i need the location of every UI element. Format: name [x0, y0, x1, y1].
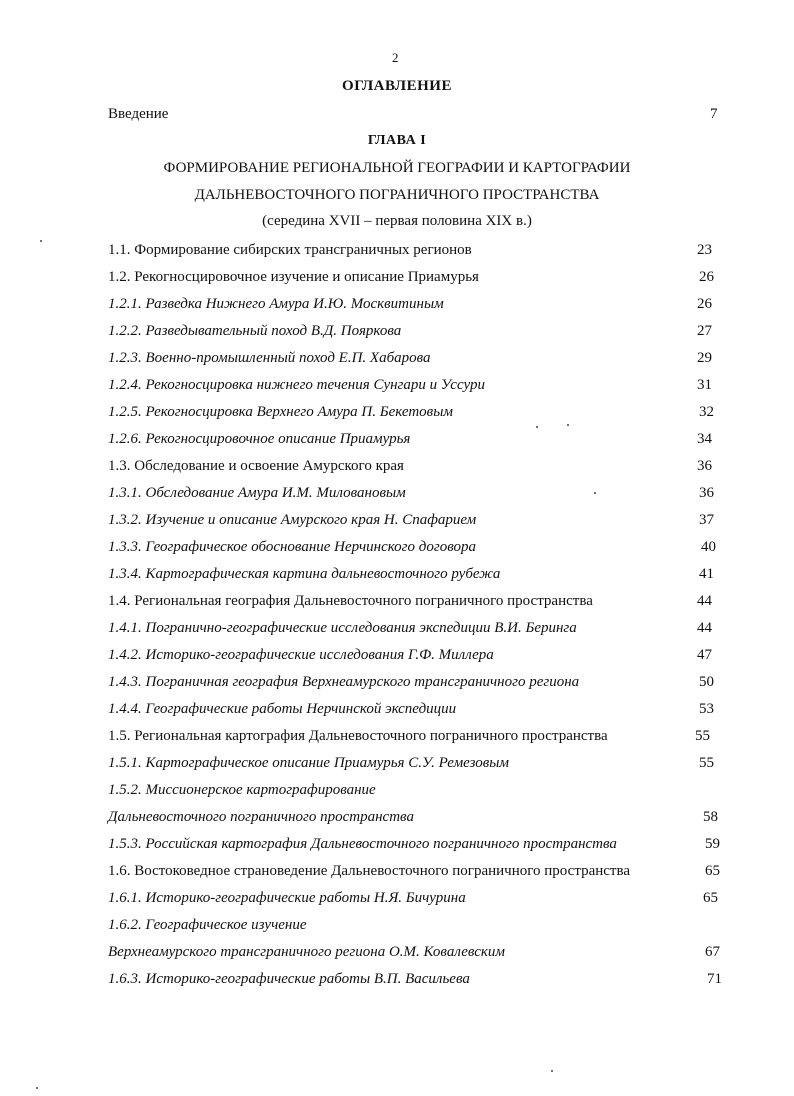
toc-entry-text: 1.3. Обследование и освоение Амурского края [108, 458, 404, 474]
toc-entry-text: 1.5. Региональная картография Дальневосточного пограничного пространства [108, 728, 608, 744]
toc-entry-text: 1.6. Востоковедное страноведение Дальневосточного пограничного пространства [108, 863, 631, 879]
toc-entry [108, 512, 714, 529]
toc-entry-text: 1.3.3. Географическое обоснование Нерчинского договора [108, 539, 477, 555]
toc-entry-text: 1.5.1. Картографическое описание Приамурья С.У. Ремезовым [108, 755, 509, 771]
chapter-title-line1: ФОРМИРОВАНИЕ РЕГИОНАЛЬНОЙ ГЕОГРАФИИ И КАРТОГРАФИИ [163, 160, 631, 176]
toc-entry [108, 620, 712, 637]
chapter-period: (середина XVII – первая половина XIX в.) [262, 213, 532, 229]
toc-entry-text: 1.3.1. Обследование Амура И.М. Миловановым [108, 485, 406, 501]
toc-entry [108, 539, 716, 556]
toc-entry-page: 27 [697, 323, 712, 339]
scan-speck [567, 424, 569, 426]
toc-entry [108, 917, 307, 934]
chapter-label: ГЛАВА I [367, 133, 427, 148]
toc-heading: ОГЛАВЛЕНИЕ [342, 78, 452, 94]
toc-entry-page: 31 [697, 377, 712, 393]
scan-speck [36, 1087, 38, 1089]
toc-entry-page: 58 [703, 809, 718, 825]
toc-entry-page: 40 [701, 539, 716, 555]
toc-entry [108, 701, 714, 718]
toc-entry-page: 36 [699, 485, 714, 501]
toc-entry-text: 1.3.4. Картографическая картина дальневосточного рубежа [108, 566, 501, 582]
toc-entry-page: 26 [697, 296, 712, 312]
scan-speck [40, 240, 42, 242]
toc-entry-page: 65 [705, 863, 720, 879]
toc-entry-page: 65 [703, 890, 718, 906]
toc-entry-page: 37 [699, 512, 714, 528]
toc-entry-text: 1.2.3. Военно-промышленный поход Е.П. Хабарова [108, 350, 431, 366]
toc-entry [108, 485, 714, 502]
toc-entry-page: 26 [699, 269, 714, 285]
toc-entry-text: 1.2. Рекогносцировочное изучение и описание Приамурья [108, 269, 479, 285]
toc-entry-page: 59 [705, 836, 720, 852]
toc-entry-page: 41 [699, 566, 714, 582]
toc-entry-page: 34 [697, 431, 712, 447]
intro-label: Введение [108, 106, 169, 122]
toc-entry [108, 296, 712, 313]
toc-entry-text: 1.2.5. Рекогносцировка Верхнего Амура П. Бекетовым [108, 404, 453, 420]
toc-entry-page: 67 [705, 944, 720, 960]
toc-entry-text: 1.5.2. Миссионерское картографирование [108, 782, 376, 798]
toc-entry-page: 36 [697, 458, 712, 474]
toc-entry [108, 782, 376, 799]
toc-entry-page: 23 [697, 242, 712, 258]
intro-page: 7 [710, 106, 718, 122]
toc-entry-page: 32 [699, 404, 714, 420]
toc-entry [108, 836, 720, 853]
toc-entry-page: 71 [707, 971, 722, 987]
scan-speck [536, 426, 538, 428]
toc-entry-text: 1.6.2. Географическое изучение [108, 917, 307, 933]
toc-entry-text: 1.2.2. Разведывательный поход В.Д. Пояркова [108, 323, 402, 339]
toc-entry-text: 1.4.4. Географические работы Нерчинской экспедиции [108, 701, 457, 717]
toc-entry [108, 728, 710, 745]
scan-speck [551, 1070, 553, 1072]
toc-entry [108, 566, 714, 583]
toc-entry-text: Дальневосточного пограничного пространства [108, 809, 414, 825]
toc-entry-text: Верхнеамурского трансграничного региона О.М. Ковалевским [108, 944, 505, 960]
toc-entry-page: 50 [699, 674, 714, 690]
toc-entry [108, 971, 722, 988]
toc-entry-text: 1.2.1. Разведка Нижнего Амура И.Ю. Москвитиным [108, 296, 444, 312]
toc-entry [108, 350, 712, 367]
toc-entry-page: 55 [695, 728, 710, 744]
toc-entry-text: 1.4.2. Историко-географические исследования Г.Ф. Миллера [108, 647, 494, 663]
toc-entry-page: 55 [699, 755, 714, 771]
toc-entry [108, 269, 714, 286]
toc-entry [108, 242, 712, 259]
toc-entry [108, 593, 712, 610]
toc-entry [108, 809, 718, 826]
toc-entry [108, 404, 714, 421]
toc-entry-text: 1.3.2. Изучение и описание Амурского края Н. Спафарием [108, 512, 477, 528]
scan-speck [594, 492, 596, 494]
toc-entry-page: 53 [699, 701, 714, 717]
toc-entry [108, 755, 714, 772]
toc-entry [108, 944, 720, 961]
toc-entry-text: 1.4.1. Погранично-географические исследования экспедиции В.И. Беринга [108, 620, 577, 636]
toc-entry [108, 674, 714, 691]
toc-entry [108, 890, 718, 907]
toc-entry-text: 1.1. Формирование сибирских трансграничных регионов [108, 242, 472, 258]
toc-entry-text: 1.6.3. Историко-географические работы В.П. Васильева [108, 971, 470, 987]
toc-entry-text: 1.6.1. Историко-географические работы Н.Я. Бичурина [108, 890, 466, 906]
page-number: 2 [392, 50, 399, 65]
toc-entry-text: 1.4. Региональная география Дальневосточного пограничного пространства [108, 593, 593, 609]
toc-entry-text: 1.5.3. Российская картография Дальневосточного пограничного пространства [108, 836, 617, 852]
toc-entry-text: 1.2.4. Рекогносцировка нижнего течения Сунгари и Уссури [108, 377, 485, 393]
toc-entry [108, 323, 712, 340]
toc-entry [108, 431, 712, 448]
chapter-title-line2: ДАЛЬНЕВОСТОЧНОГО ПОГРАНИЧНОГО ПРОСТРАНСТВА [194, 187, 600, 203]
toc-entry-page: 29 [697, 350, 712, 366]
toc-entry-page: 44 [697, 620, 712, 636]
toc-entry-page: 44 [697, 593, 712, 609]
toc-entry [108, 377, 712, 394]
toc-entry [108, 458, 712, 475]
toc-entry-text: 1.2.6. Рекогносцировочное описание Приамурья [108, 431, 411, 447]
toc-entry-text: 1.4.3. Пограничная география Верхнеамурского трансграничного региона [108, 674, 580, 690]
toc-entry-page: 47 [697, 647, 712, 663]
toc-entry [108, 863, 720, 880]
toc-entry [108, 647, 712, 664]
